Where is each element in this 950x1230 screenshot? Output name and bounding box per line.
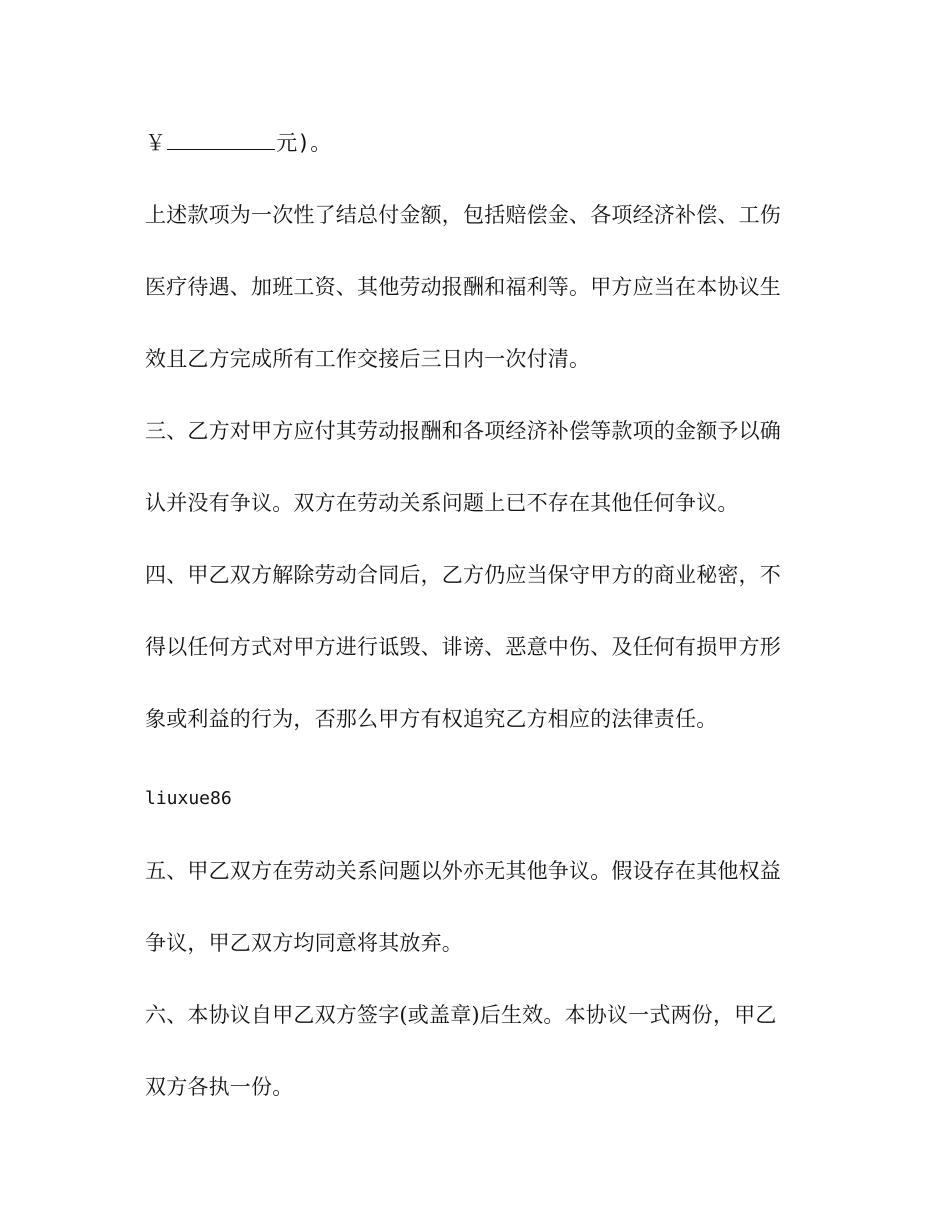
- paragraph-line: 双方各执一份。: [145, 1075, 294, 1099]
- paragraph-line: 五、甲乙双方在劳动关系问题以外亦无其他争议。假设存在其他权益: [145, 859, 781, 883]
- amount-suffix: 元)。: [276, 131, 332, 155]
- paragraph-line: 象或利益的行为，否那么甲方有权追究乙方相应的法律责任。: [145, 707, 718, 731]
- paragraph-line: 三、乙方对甲方应付其劳动报酬和各项经济补偿等款项的金额予以确: [145, 419, 781, 443]
- currency-symbol: ￥: [145, 131, 167, 155]
- watermark-text: liuxue86: [145, 788, 232, 809]
- paragraph-line: 争议，甲乙双方均同意将其放弃。: [145, 931, 463, 955]
- paragraph-line: 得以任何方式对甲方进行诋毁、诽谤、恶意中伤、及任何有损甲方形: [145, 635, 781, 659]
- paragraph-line: 六、本协议自甲乙双方签字(或盖章)后生效。本协议一式两份，甲乙: [145, 1003, 777, 1027]
- paragraph-line: 效且乙方完成所有工作交接后三日内一次付清。: [145, 347, 591, 371]
- paragraph-line: 医疗待遇、加班工资、其他劳动报酬和福利等。甲方应当在本协议生: [145, 275, 781, 299]
- amount-blank: [167, 131, 275, 150]
- paragraph-line: 四、甲乙双方解除劳动合同后，乙方仍应当保守甲方的商业秘密，不: [145, 563, 781, 587]
- paragraph-line: 上述款项为一次性了结总付金额，包括赔偿金、各项经济补偿、工伤: [145, 203, 781, 227]
- paragraph-line: 认并没有争议。双方在劳动关系问题上已不存在其他任何争议。: [145, 491, 739, 515]
- amount-line: [145, 128, 825, 158]
